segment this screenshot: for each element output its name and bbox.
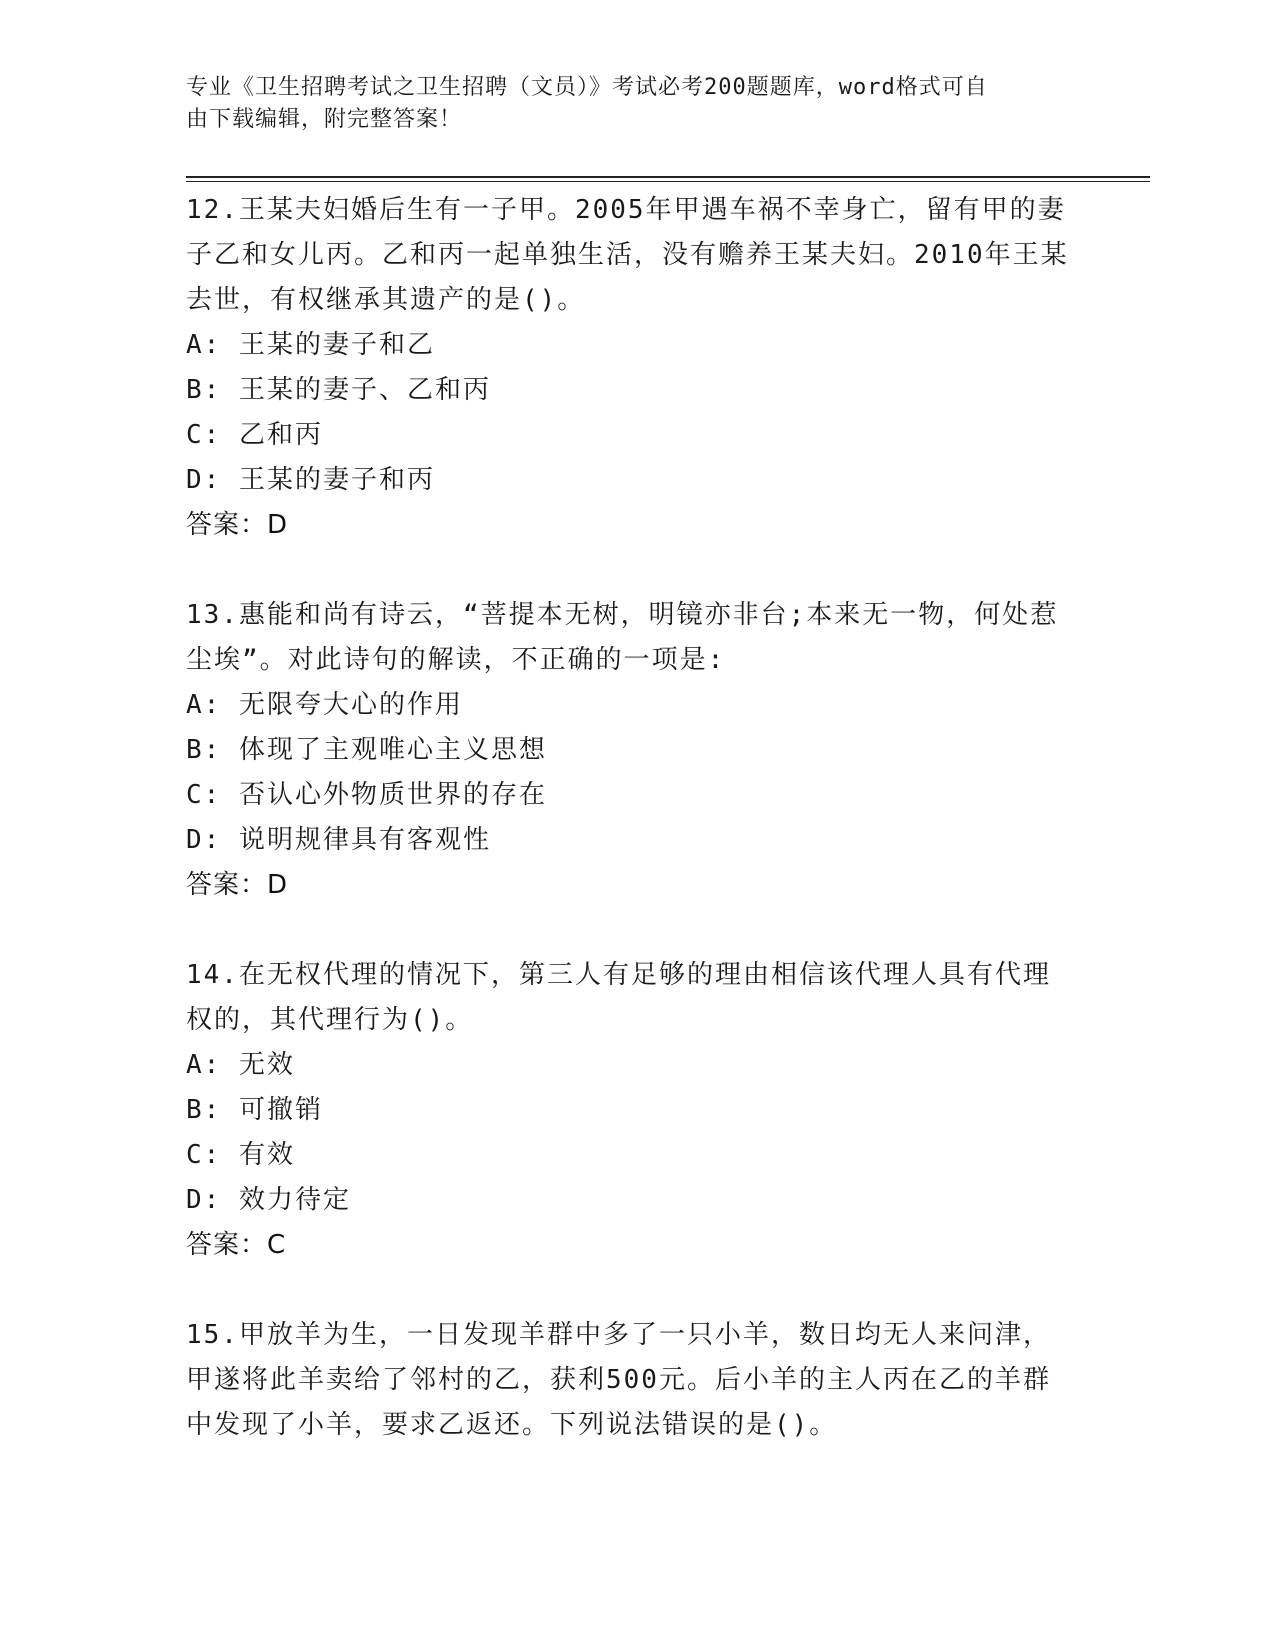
option-c: C: 否认心外物质世界的存在	[186, 780, 547, 810]
question-text: 14.在无权代理的情况下，第三人有足够的理由相信该代理人具有代理权的，其代理行为()。	[186, 960, 1051, 1035]
option-c: C: 乙和丙	[186, 420, 323, 450]
option-a: A: 无限夸大心的作用	[186, 690, 463, 720]
header-divider-thick	[186, 176, 1150, 178]
header-line-1: 专业《卫生招聘考试之卫生招聘（文员）》考试必考200题题库，word格式可自	[186, 75, 988, 100]
question-text: 12.王某夫妇婚后生有一子甲。2005年甲遇车祸不幸身亡，留有甲的妻子乙和女儿丙。乙和丙一起单独生活，没有赡养王某夫妇。2010年王某去世，有权继承其遗产的是()。	[186, 195, 1069, 315]
option-b: B: 王某的妻子、乙和丙	[186, 375, 491, 405]
header-line-2: 由下载编辑，附完整答案！	[186, 107, 463, 132]
option-b: B: 体现了主观唯心主义思想	[186, 735, 547, 765]
header-divider-thin	[186, 181, 1150, 182]
option-b: B: 可撤销	[186, 1095, 323, 1125]
question-13	[186, 593, 1076, 908]
answer-label: 答案：D	[186, 870, 289, 900]
option-d: D: 说明规律具有客观性	[186, 825, 491, 855]
question-14	[186, 953, 1076, 1268]
question-text: 13.惠能和尚有诗云，“菩提本无树，明镜亦非台;本来无一物，何处惹尘埃”。对此诗句的解读，不正确的一项是:	[186, 600, 1059, 675]
option-a: A: 王某的妻子和乙	[186, 330, 435, 360]
question-list	[186, 188, 1076, 1493]
question-12	[186, 188, 1076, 548]
option-d: D: 王某的妻子和丙	[186, 465, 435, 495]
answer-label: 答案：C	[186, 1230, 287, 1260]
question-text: 15.甲放羊为生，一日发现羊群中多了一只小羊，数日均无人来问津，甲遂将此羊卖给了邻村的乙，获利500元。后小羊的主人丙在乙的羊群中发现了小羊，要求乙返还。下列说法错误的是()。	[186, 1320, 1051, 1440]
option-c: C: 有效	[186, 1140, 295, 1170]
option-d: D: 效力待定	[186, 1185, 351, 1215]
answer-label: 答案：D	[186, 510, 289, 540]
question-15	[186, 1313, 1076, 1448]
option-a: A: 无效	[186, 1050, 295, 1080]
document-header	[186, 72, 1066, 136]
